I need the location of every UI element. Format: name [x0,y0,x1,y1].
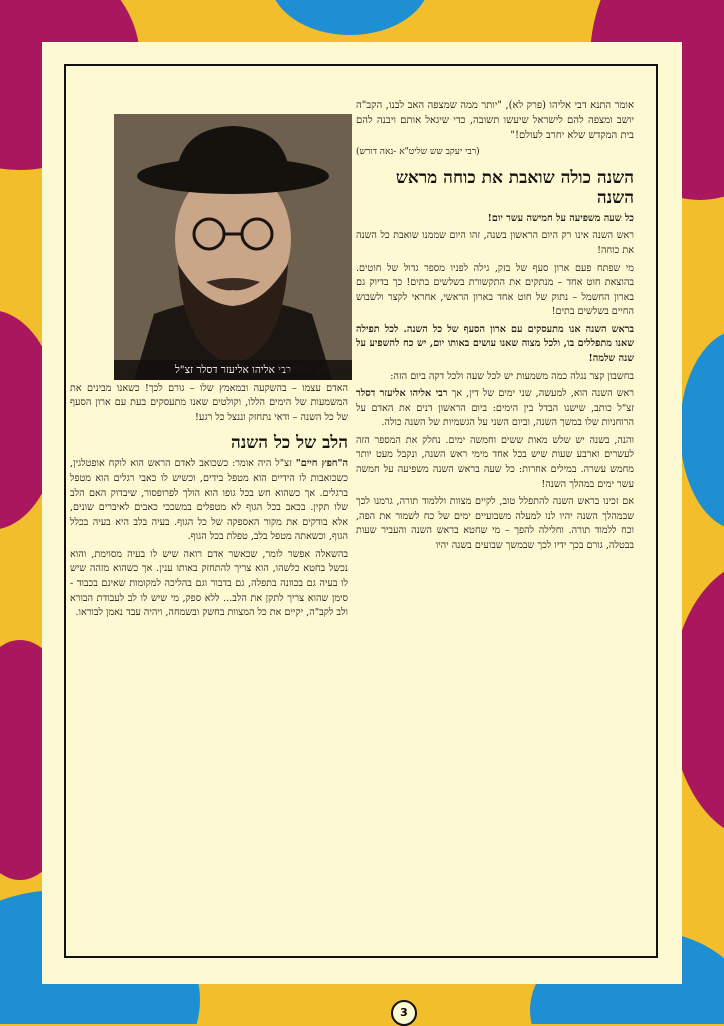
portrait-illustration [114,114,352,380]
portrait-photo [114,114,352,380]
section-subheading-1: כל שעה משפיעה על חמישה עשר יום! [487,212,634,224]
section-heading-2: הלב של כל השנה [230,433,348,454]
section-heading-1: השנה כולה שואבת את כוחה מראש השנה [395,167,634,208]
paragraph-text: ראש השנה הוא, למעשה, שני ימים של דין, אך [451,388,634,400]
paragraph [356,387,634,431]
bold-paragraph: בראש השנה אנו מתעסקים עם ארון הסעף של כל השנה. לכל תפילה שאנו מתפללים בו, ולכל מצוה שאנו עושים באותו יום, יש כח להשפיע על שנה שלמה! [356,323,634,364]
paragraph: אם זכינו בראש השנה להתפלל טוב, לקיים מצוות וללמוד תורה, גרמנו לכך שבמהלך השנה יהיו לנו למעלה משבועיים ימים של כח לשמור את הפה, וכח ללמוד תורה. וחלילה להפך – מי שחטא בראש השנה והעביר שעות בבטלה, גורם בכך ידיו לכך שבמשך שבועים בשנה יהיו [356,496,634,551]
paragraph: ראש השנה אינו רק היום הראשון בשנה, זהו היום שממנו שואבת כל השנה את כוחה! [356,230,634,256]
paragraph: בחשבון קצר נגלה כמה משמעות יש לכל שעה ולכל דקה ביום הזה: [390,370,634,382]
chafetz-chaim-name: ה"חפץ חיים" [295,458,348,470]
quote-signature: (רבי יעקב שש שליט"א -נאה דורש) [356,147,480,157]
paragraph [70,457,348,544]
paragraph: בהשאלה אפשר לומר, שכאשר אדם רואה שיש לו בעיה מסוימת, והוא נכשל בחטא כלשהו, הוא צריך להתחזק באותו ענין. אך כשהוא מזהה שיש לו בעיה גם בכוונה בתפלה, גם בדבור וגם בהליכה למקומות שאינם בכבוד - סימן שהוא צריך לתקן את הלב... ללא ספק, מי שיש לו לב לעבודת הבורא ולב לקב"ה, יקיים את כל המצוות בחשק ובשמחה, ויהיה עבד נאמן לבוראו. [70,548,348,619]
opening-quote: אומר התנא דבי אליהו (פרק לא), "יותר ממה שמצפה האב לבנו, הקב"ה יושב ומצפה להם לישראל שיעשו תשובה, כדי שיגאל אותם ויבנה להם בית המקדש שלא יחרב לעולם!" [356,100,634,141]
paragraph-text: זצ"ל היה אומר: כשכואב לאדם הראש הוא לוקח אופטלגין, כשכואבות לו הידיים הוא מטפל בידים, וכשיש לו כאבי רגלים הוא מטפל ברגלים. אך כשהוא חש בכל גופו הוא הולך לפרופסור, שיבדוק האם הלב שלו תקין. בכאב בכל הגוף לא מטפלים במשככי כאבים לאיברים שונים, אלא בודקים את מקור האספקה של כל הגוף. בעיה בלב היא בעיה בכלל הגוף, וכשאתה מטפל בלב, טפלת בכל הגוף. [70,458,348,543]
paragraph-text: זצ"ל כותב, שישנו הבדל בין הימים: ביום הראשון דנים את האדם על הרוחניות שלו במשך השנה, וביום השני על הגשמיות של השנה כולה. [356,402,634,429]
rabbi-name: רבי אליהו אליעזר דסלר [356,388,448,400]
paragraph: והנה, בשנה יש שלש מאות ששים וחמשה ימים. נחלק את המספר הזה לעשרים וארבע שעות שיש בכל אחד מימי ראש השנה, ונקבל מעט יותר מחמש עשרה. במילים אחרות: כל שעה בראש השנה משפיעה על חמשה עשר ימים במהלך השנה! [356,434,634,490]
right-column [356,98,634,556]
left-column [70,364,348,624]
page-number: 3 [391,1000,417,1026]
paragraph: האדם עצמו – בהשקעה ובמאמץ שלו – גורם לכך! כשאנו מבינים את המשמעות של הימים הללו, וקולטים שאנו מתעסקים בעת עם ארון הסעף של כל השנה – ודאי נתחזק וננצל כל רגע! [70,382,348,423]
paragraph: לו קשיים ומפריעים. [274,365,348,376]
paragraph: מי שפתח פעם ארון סעף של בזק, גילה לפניו מספר גדול של חוטים. בהוצאת חוט אחד – מנתקים את התקשורת בשלשים בתים! כך בדיוק גם בארון החשמל – נתוק של חוט אחד בארון הראשי, אחראי לקצר ולשבוש החיים בשלשים בתים! [356,262,634,318]
page-sheet [42,42,682,1019]
photo-caption: רבי אליהו אליעזר דסלר זצ"ל [114,360,352,380]
